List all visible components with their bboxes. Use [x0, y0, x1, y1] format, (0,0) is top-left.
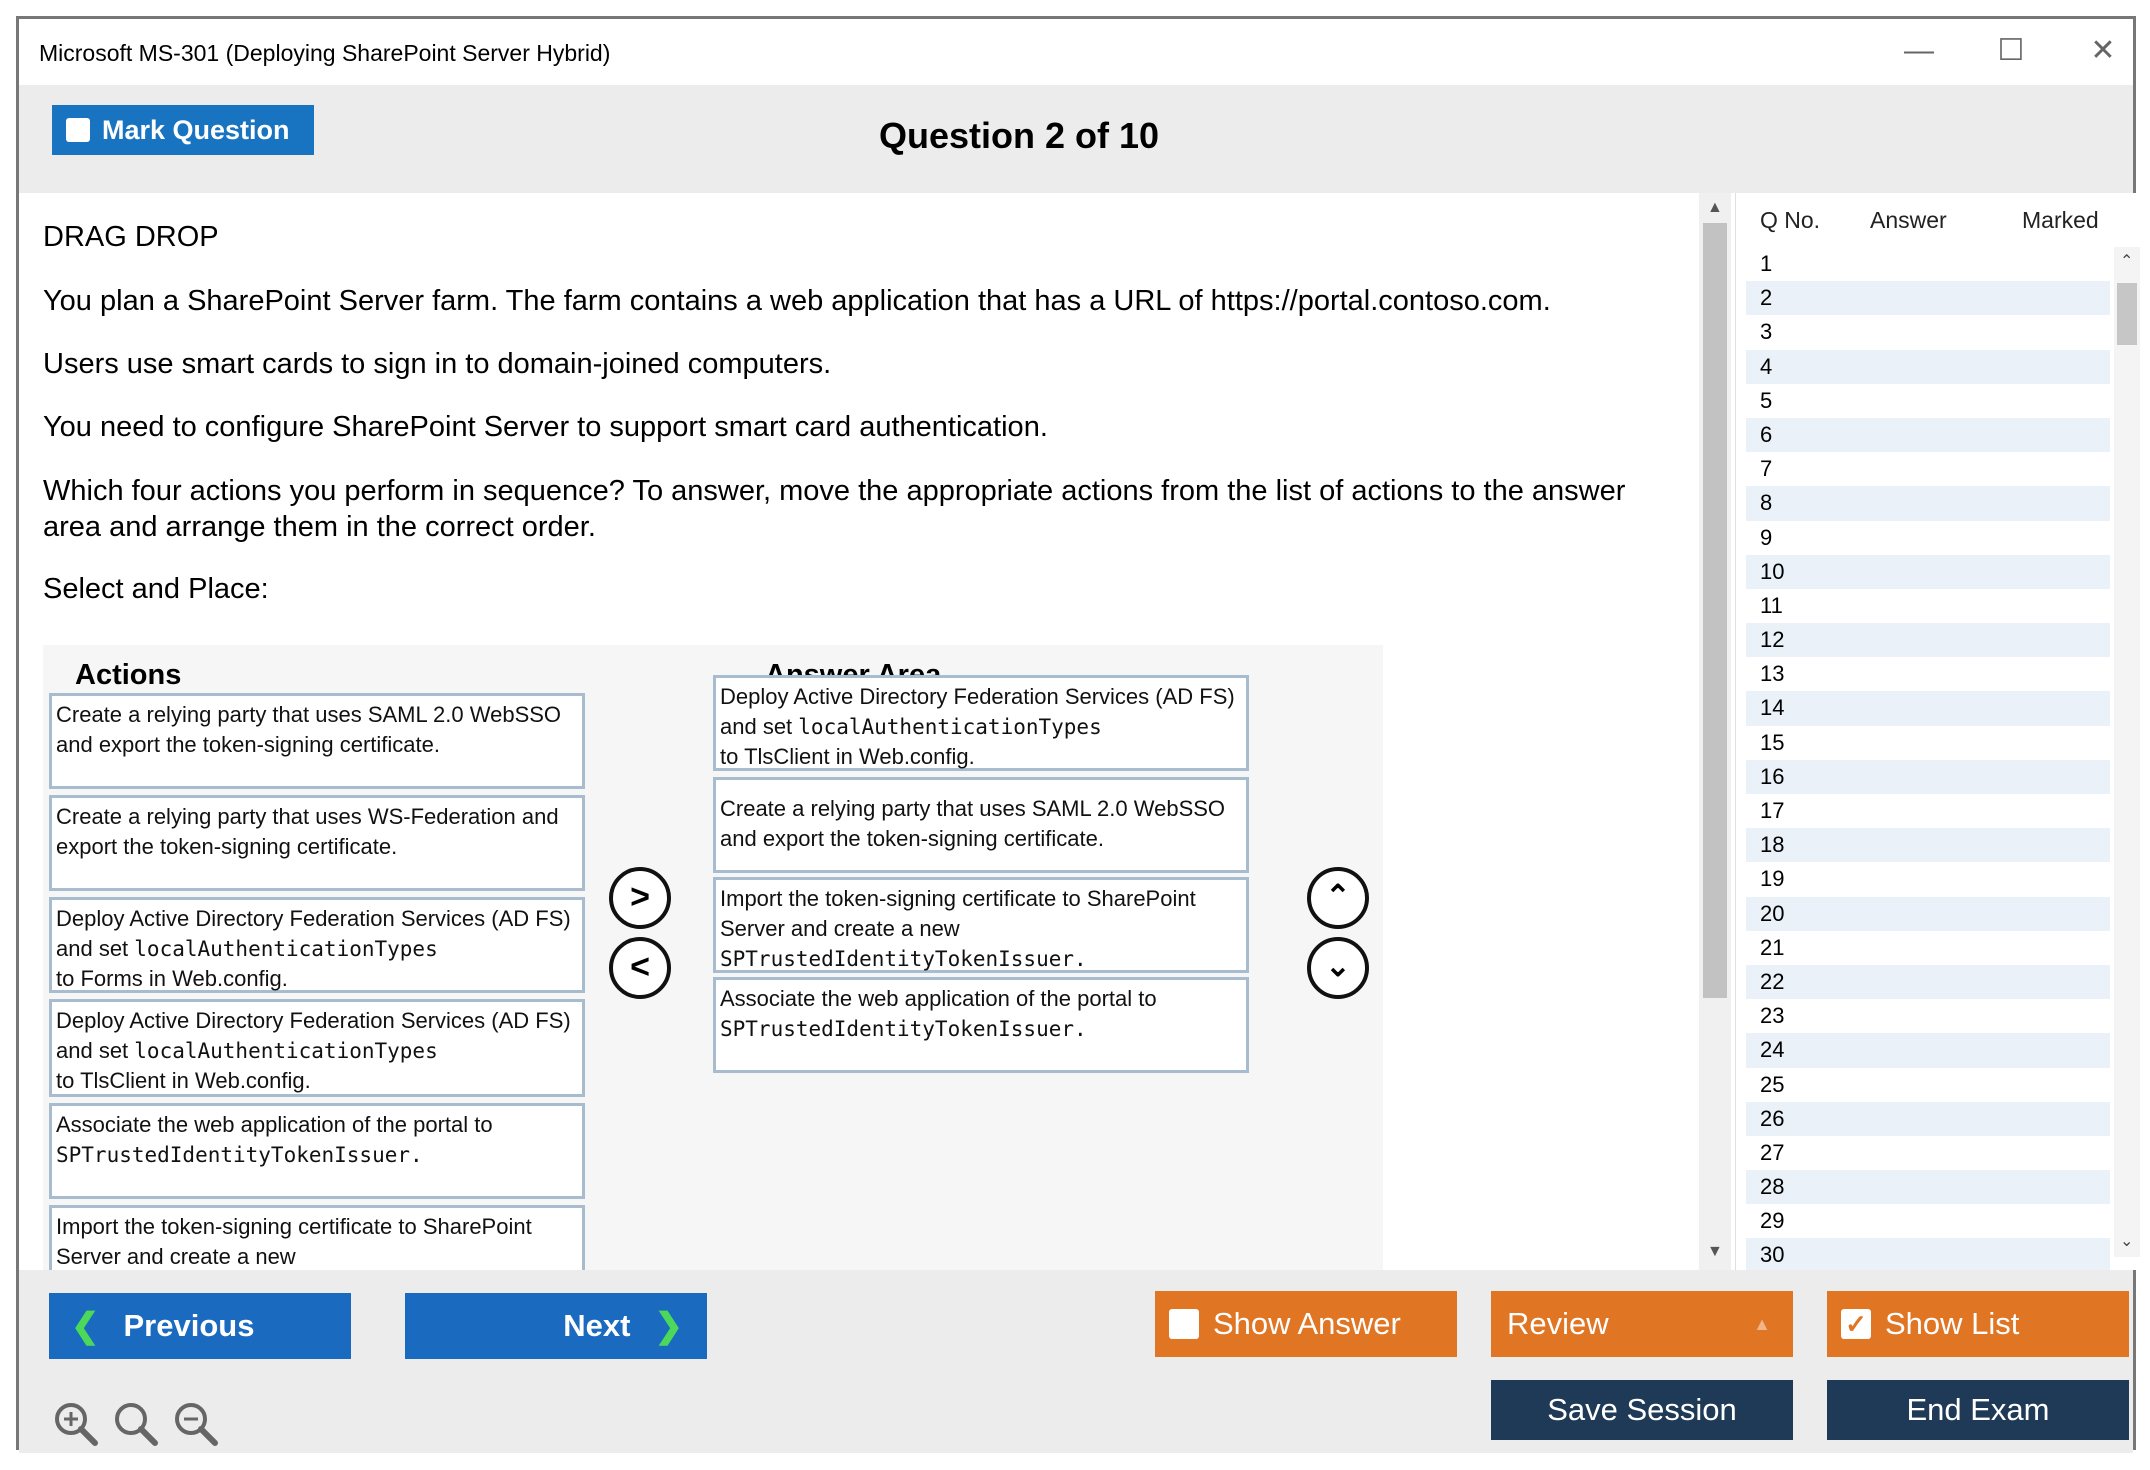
review-dropdown[interactable] [1491, 1291, 1793, 1357]
action-code: localAuthenticationTypes [134, 1039, 438, 1063]
question-list-row[interactable]: 25 [1760, 1071, 1785, 1097]
action-text: to TlsClient in Web.config. [56, 1068, 311, 1093]
show-list-label: Show List [1885, 1306, 2020, 1341]
show-list-button[interactable] [1827, 1291, 2129, 1357]
minimize-icon[interactable]: — [1904, 34, 1934, 67]
checked-checkbox-icon: ✓ [1841, 1309, 1871, 1339]
save-session-label: Save Session [1547, 1392, 1737, 1427]
scroll-thumb[interactable] [2117, 283, 2137, 345]
question-list-header [1736, 193, 2140, 245]
action-code: SPTrustedIdentityTokenIssuer. [56, 1143, 423, 1167]
show-answer-label: Show Answer [1213, 1306, 1401, 1341]
col-qno: Q No. [1760, 207, 1821, 233]
question-list-row[interactable]: 18 [1746, 828, 2110, 862]
question-title: Question 2 of 10 [878, 115, 1160, 156]
chevron-up-icon[interactable]: ⌃ [2120, 253, 2134, 270]
action-item[interactable] [49, 897, 585, 993]
next-label: Next [563, 1308, 631, 1343]
show-answer-button[interactable] [1155, 1291, 1457, 1357]
question-list-row[interactable]: 22 [1746, 965, 2110, 999]
zoom-in-icon[interactable] [51, 1399, 99, 1447]
answer-text: Associate the web application of the portal to [720, 986, 1157, 1011]
action-item[interactable] [49, 693, 585, 789]
question-list-row[interactable]: 10 [1746, 555, 2110, 589]
chevron-left-icon: ❮ [71, 1307, 100, 1345]
question-paragraph: You plan a SharePoint Server farm. The farm contains a web application that has a URL of https://portal.contoso.com. [43, 285, 1551, 317]
scroll-up-icon[interactable]: ▲ [1707, 199, 1723, 216]
actions-label: Actions [75, 659, 182, 691]
question-list-row[interactable]: 15 [1760, 729, 1785, 755]
action-item[interactable] [49, 795, 585, 891]
question-list-row[interactable]: 3 [1760, 319, 1773, 345]
action-text: Deploy Active Directory Federation Services (AD FS) and set [56, 906, 571, 961]
question-list-row[interactable]: 26 [1746, 1102, 2110, 1136]
action-code: localAuthenticationTypes [134, 937, 438, 961]
title-bar [19, 19, 2133, 85]
question-list-row[interactable]: 30 [1746, 1238, 2110, 1272]
chevron-down-icon[interactable]: ⌄ [2120, 1233, 2134, 1250]
action-item[interactable] [49, 999, 585, 1097]
question-list-row[interactable]: 2 [1746, 281, 2110, 315]
question-list-panel [1735, 193, 2140, 1270]
answer-item[interactable] [713, 777, 1249, 873]
chevron-right-icon: ❯ [654, 1307, 683, 1345]
question-list-row[interactable]: 19 [1760, 866, 1785, 892]
save-session-button[interactable] [1491, 1380, 1793, 1440]
answer-code: localAuthenticationTypes [798, 715, 1102, 739]
action-text: Associate the web application of the portal to [56, 1112, 493, 1137]
move-down-icon[interactable]: ⌄ [1307, 937, 1369, 999]
question-type: DRAG DROP [43, 221, 219, 253]
footer-bar [19, 1270, 2133, 1453]
question-paragraph: Select and Place: [43, 573, 269, 605]
question-list-row[interactable]: 14 [1746, 691, 2110, 725]
maximize-icon[interactable]: ☐ [1997, 34, 2025, 67]
question-list-row[interactable]: 6 [1746, 418, 2110, 452]
question-list-row[interactable]: 28 [1746, 1170, 2110, 1204]
answer-text: Import the token-signing certificate to SharePoint Server and create a new [720, 886, 1196, 941]
previous-label: Previous [123, 1308, 255, 1343]
question-list-row[interactable]: 21 [1760, 934, 1785, 960]
answer-code: SPTrustedIdentityTokenIssuer. [720, 947, 1087, 971]
review-label: Review [1507, 1306, 1609, 1341]
question-list-row[interactable]: 20 [1746, 897, 2110, 931]
question-list-row[interactable]: 5 [1760, 387, 1773, 413]
question-paragraph: You need to configure SharePoint Server to support smart card authentication. [43, 411, 1048, 443]
question-list-row[interactable]: 27 [1760, 1139, 1785, 1165]
question-list-row[interactable]: 16 [1746, 760, 2110, 794]
previous-button[interactable] [49, 1293, 351, 1359]
col-answer: Answer [1870, 207, 1947, 233]
action-text: to Forms in Web.config. [56, 966, 288, 991]
move-left-icon[interactable]: < [609, 937, 671, 999]
question-paragraph: Users use smart cards to sign in to domain-joined computers. [43, 348, 832, 380]
mark-question-label: Mark Question [102, 114, 290, 145]
end-exam-button[interactable] [1827, 1380, 2129, 1440]
answer-text: Deploy Active Directory Federation Services (AD FS) and set [720, 684, 1235, 739]
question-list-row[interactable]: 7 [1760, 456, 1773, 482]
answer-text: Create a relying party that uses SAML 2.0 WebSSO and export the token-signing certificate. [720, 796, 1226, 851]
close-icon[interactable]: ✕ [2090, 34, 2116, 67]
answer-item[interactable] [713, 675, 1249, 771]
question-list-row[interactable]: 11 [1760, 592, 1783, 618]
drag-drop-diagram [43, 645, 1383, 1285]
question-list-row[interactable]: 4 [1746, 350, 2110, 384]
answer-item[interactable] [713, 977, 1249, 1073]
content-scrollbar[interactable] [1699, 193, 1731, 1270]
question-list [1746, 247, 2110, 1273]
action-item[interactable] [49, 1103, 585, 1199]
scroll-thumb[interactable] [1703, 223, 1727, 998]
window-title: Microsoft MS-301 (Deploying SharePoint Server Hybrid) [39, 40, 611, 66]
question-list-row[interactable]: 24 [1746, 1033, 2110, 1067]
answer-item[interactable] [713, 877, 1249, 973]
action-text: Create a relying party that uses SAML 2.0 WebSSO and export the token-signing certificate. [56, 702, 562, 757]
caret-up-icon: ▲ [1753, 1313, 1771, 1334]
next-button[interactable] [405, 1293, 707, 1359]
question-list-row[interactable]: 12 [1746, 623, 2110, 657]
app-window [16, 16, 2136, 1450]
action-text: Create a relying party that uses WS-Federation and export the token-signing certificate. [56, 804, 559, 859]
move-right-icon[interactable]: > [609, 867, 671, 929]
move-up-icon[interactable]: ⌃ [1307, 867, 1369, 929]
question-list-row[interactable]: 8 [1746, 486, 2110, 520]
action-text: Deploy Active Directory Federation Services (AD FS) and set [56, 1008, 571, 1063]
question-list-row[interactable]: 23 [1760, 1003, 1785, 1029]
question-paragraph: Which four actions you perform in sequence? To answer, move the appropriate actions from the list of actions to the answer area and arrange them in the correct order. [43, 475, 1626, 543]
answer-text: to TlsClient in Web.config. [720, 744, 975, 769]
col-marked: Marked [2022, 207, 2099, 233]
question-list-row[interactable]: 13 [1760, 661, 1785, 687]
question-header [19, 85, 2133, 193]
question-list-row[interactable]: 9 [1760, 524, 1773, 550]
zoom-out-icon[interactable] [171, 1399, 219, 1447]
question-list-row[interactable]: 17 [1760, 798, 1785, 823]
zoom-reset-icon[interactable] [111, 1399, 159, 1447]
end-exam-label: End Exam [1906, 1392, 2050, 1427]
question-list-row[interactable]: 29 [1760, 1208, 1785, 1234]
action-text: Import the token-signing certificate to SharePoint Server and create a new [56, 1214, 532, 1269]
question-list-row[interactable]: 1 [1760, 251, 1773, 276]
question-content [19, 193, 1697, 1270]
checkbox-icon [1169, 1309, 1199, 1339]
answer-code: SPTrustedIdentityTokenIssuer. [720, 1017, 1087, 1041]
scroll-down-icon[interactable]: ▼ [1707, 1243, 1723, 1260]
question-list-scrollbar[interactable] [2114, 247, 2140, 1257]
